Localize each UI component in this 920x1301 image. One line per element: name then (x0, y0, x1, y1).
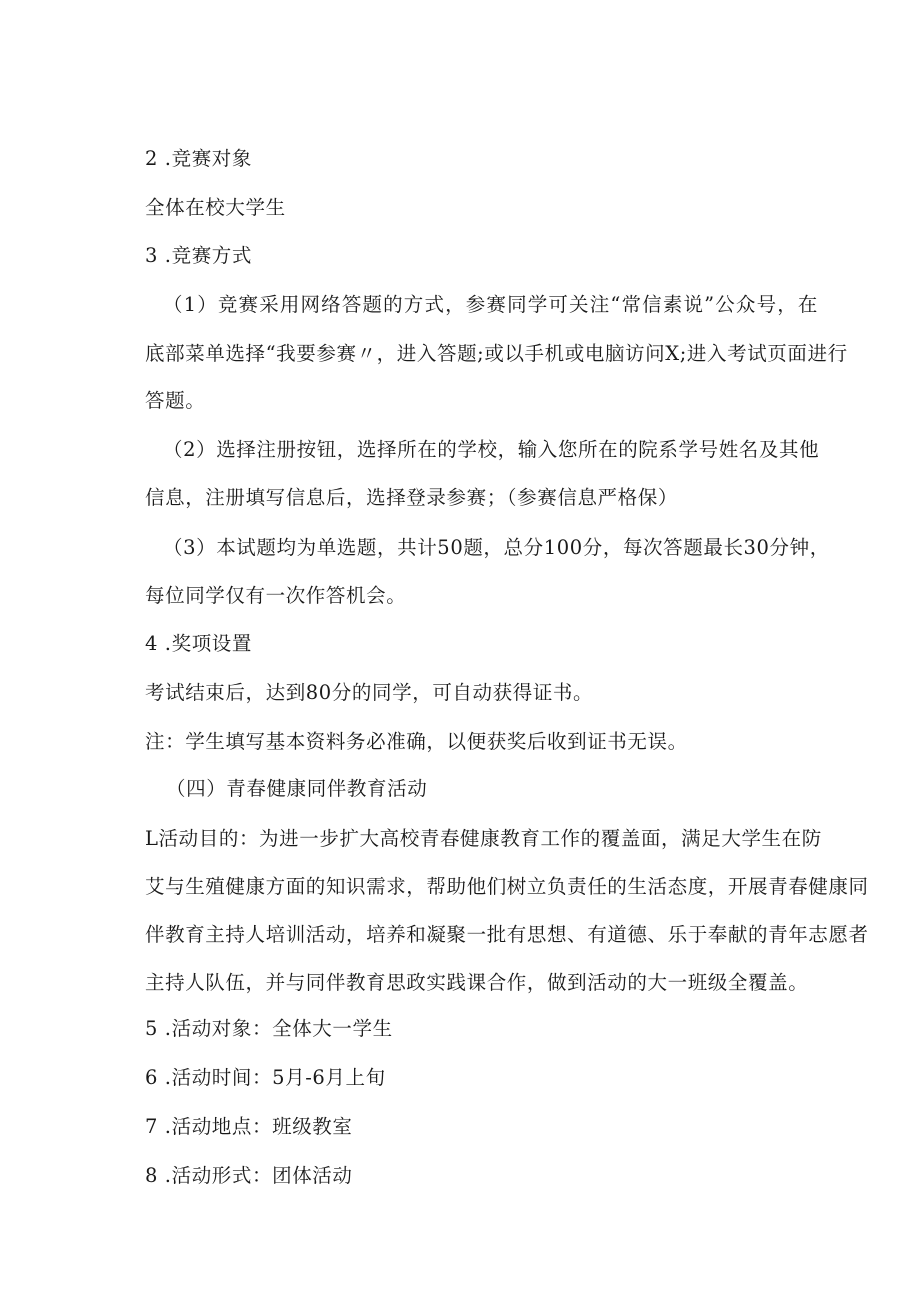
list-item-activity-time: 6 .活动时间：5月-6月上旬 (145, 1066, 386, 1089)
paragraph-line: （3）本试题均为单选题，共计50题，总分100分，每次答题最长30分钟， (163, 536, 830, 559)
paragraph-line: 信息，注册填写信息后，选择登录参赛；（参赛信息严格保） (145, 486, 678, 509)
paragraph-line: 底部菜单选择“我要参赛〃，进入答题;或以手机或电脑访问X;进入考试页面进行 (145, 342, 848, 365)
list-item-activity-target: 5 .活动对象：全体大一学生 (145, 1017, 393, 1040)
paragraph-line: 全体在校大学生 (145, 196, 286, 219)
paragraph-line: 考试结束后，达到80分的同学，可自动获得证书。 (145, 681, 594, 704)
paragraph-line: 答题。 (145, 389, 206, 412)
section-heading-competition-method: 3 .竞赛方式 (145, 244, 253, 267)
section-heading-awards: 4 .奖项设置 (145, 632, 253, 655)
paragraph-line: （2）选择注册按钮，选择所在的学校，输入您所在的院系学号姓名及其他 (163, 438, 820, 461)
paragraph-line: 主持人队伍，并与同伴教育思政实践课合作，做到活动的大一班级全覆盖。 (145, 971, 809, 994)
paragraph-line: （1）竞赛采用网络答题的方式，参赛同学可关注“常信素说”公众号，在 (163, 293, 818, 316)
note-line: 注：学生填写基本资料务必准确，以便获奖后收到证书无误。 (145, 730, 688, 753)
paragraph-line: L活动目的：为进一步扩大高校青春健康教育工作的覆盖面，满足大学生在防 (145, 827, 822, 850)
list-item-activity-format: 8 .活动形式：团体活动 (145, 1164, 353, 1187)
paragraph-line: 每位同学仅有一次作答机会。 (145, 584, 407, 607)
subsection-heading-peer-education: （四）青春健康同伴教育活动 (166, 777, 428, 800)
paragraph-line: 艾与生殖健康方面的知识需求，帮助他们树立负责任的生活态度，开展青春健康同 (145, 875, 869, 898)
section-heading-competition-target: 2 .竞赛对象 (145, 147, 253, 170)
list-item-activity-location: 7 .活动地点：班级教室 (145, 1115, 353, 1138)
paragraph-line: 伴教育主持人培训活动，培养和凝聚一批有思想、有道德、乐于奉献的青年志愿者 (145, 923, 869, 946)
